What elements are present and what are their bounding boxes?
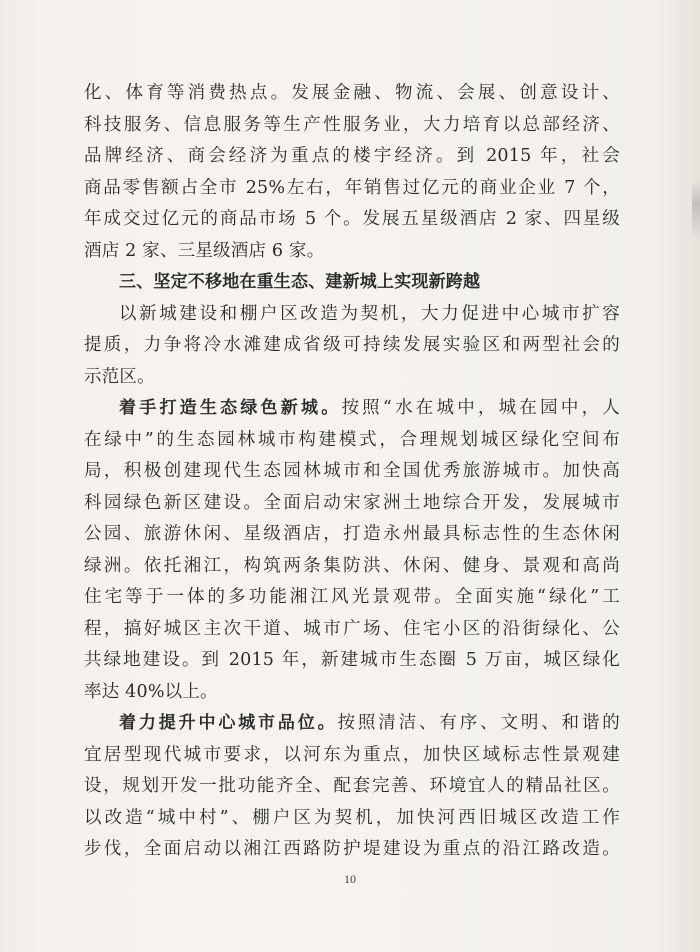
section-heading: 三、坚定不移地在重生态、建新城上实现新跨越 xyxy=(119,272,481,292)
paragraph-lead: 着力提升中心城市品位。 xyxy=(119,713,338,733)
body-line: 绿洲。依托湘江，构筑两条集防洪、休闲、健身、景观和高尚 xyxy=(84,555,620,576)
body-line: 年成交过亿元的商品市场 5 个。发展五星级酒店 2 家、四星级 xyxy=(84,209,620,229)
body-line: 品牌经济、商会经济为重点的楼宇经济。到 2015 年，社会 xyxy=(84,146,620,166)
body-line: 公园、旅游休闲、星级酒店，打造永州最具标志性的生态休闲 xyxy=(84,524,620,544)
body-line: 步伐，全面启动以湘江西路防护堤建设为重点的沿江路改造。 xyxy=(84,839,620,859)
body-line: 以改造“城中村”、棚户区为契机，加快河西旧城区改造工作 xyxy=(84,807,620,828)
body-line: 酒店 2 家、三星级酒店 6 家。 xyxy=(84,240,325,261)
body-line: 住宅等于一体的多功能湘江风光景观带。全面实施“绿化”工 xyxy=(84,587,620,607)
page-number: 10 xyxy=(344,872,356,886)
body-line: 示范区。 xyxy=(84,366,155,387)
document-body xyxy=(84,78,620,866)
paragraph-lead-line xyxy=(84,708,620,740)
body-line: 科技服务、信息服务等生产性服务业，大力培育以总部经济、 xyxy=(84,114,620,135)
body-line: 化、体育等消费热点。发展金融、物流、会展、创意设计、 xyxy=(84,83,620,103)
body-line: 程，搞好城区主次干道、城市广场、住宅小区的沿街绿化、公 xyxy=(84,618,620,639)
body-line: 商品零售额占全市 25%左右，年销售过亿元的商业企业 7 个， xyxy=(84,177,620,198)
body-line: 设，规划开发一批功能齐全、配套完善、环境宜人的精品社区。 xyxy=(84,776,620,796)
body-line: 以新城建设和棚户区改造为契机，大力促进中心城市扩容 xyxy=(119,303,620,324)
paragraph-lead-line xyxy=(84,393,620,425)
body-line: 局，积极创建现代生态园林城市和全国优秀旅游城市。加快高 xyxy=(84,461,620,481)
body-text: 按照清洁、有序、文明、和谐的 xyxy=(337,713,620,733)
body-line: 科园绿色新区建设。全面启动宋家洲土地综合开发，发展城市 xyxy=(84,492,620,513)
body-line: 在绿中”的生态园林城市构建模式，合理规划城区绿化空间布 xyxy=(84,429,620,450)
paragraph-lead: 着手打造生态绿色新城。 xyxy=(119,398,342,418)
body-line: 共绿地建设。到 2015 年，新建城市生态圈 5 万亩，城区绿化 xyxy=(84,650,620,670)
body-line: 提质，力争将冷水滩建成省级可持续发展实验区和两型社会的 xyxy=(84,335,620,355)
page-edge-shadow xyxy=(692,180,700,240)
body-line: 宜居型现代城市要求，以河东为重点，加快区域标志性景观建 xyxy=(84,744,620,765)
body-line: 率达 40%以上。 xyxy=(84,681,218,702)
body-text: 按照“水在城中，城在园中，人 xyxy=(341,398,620,418)
